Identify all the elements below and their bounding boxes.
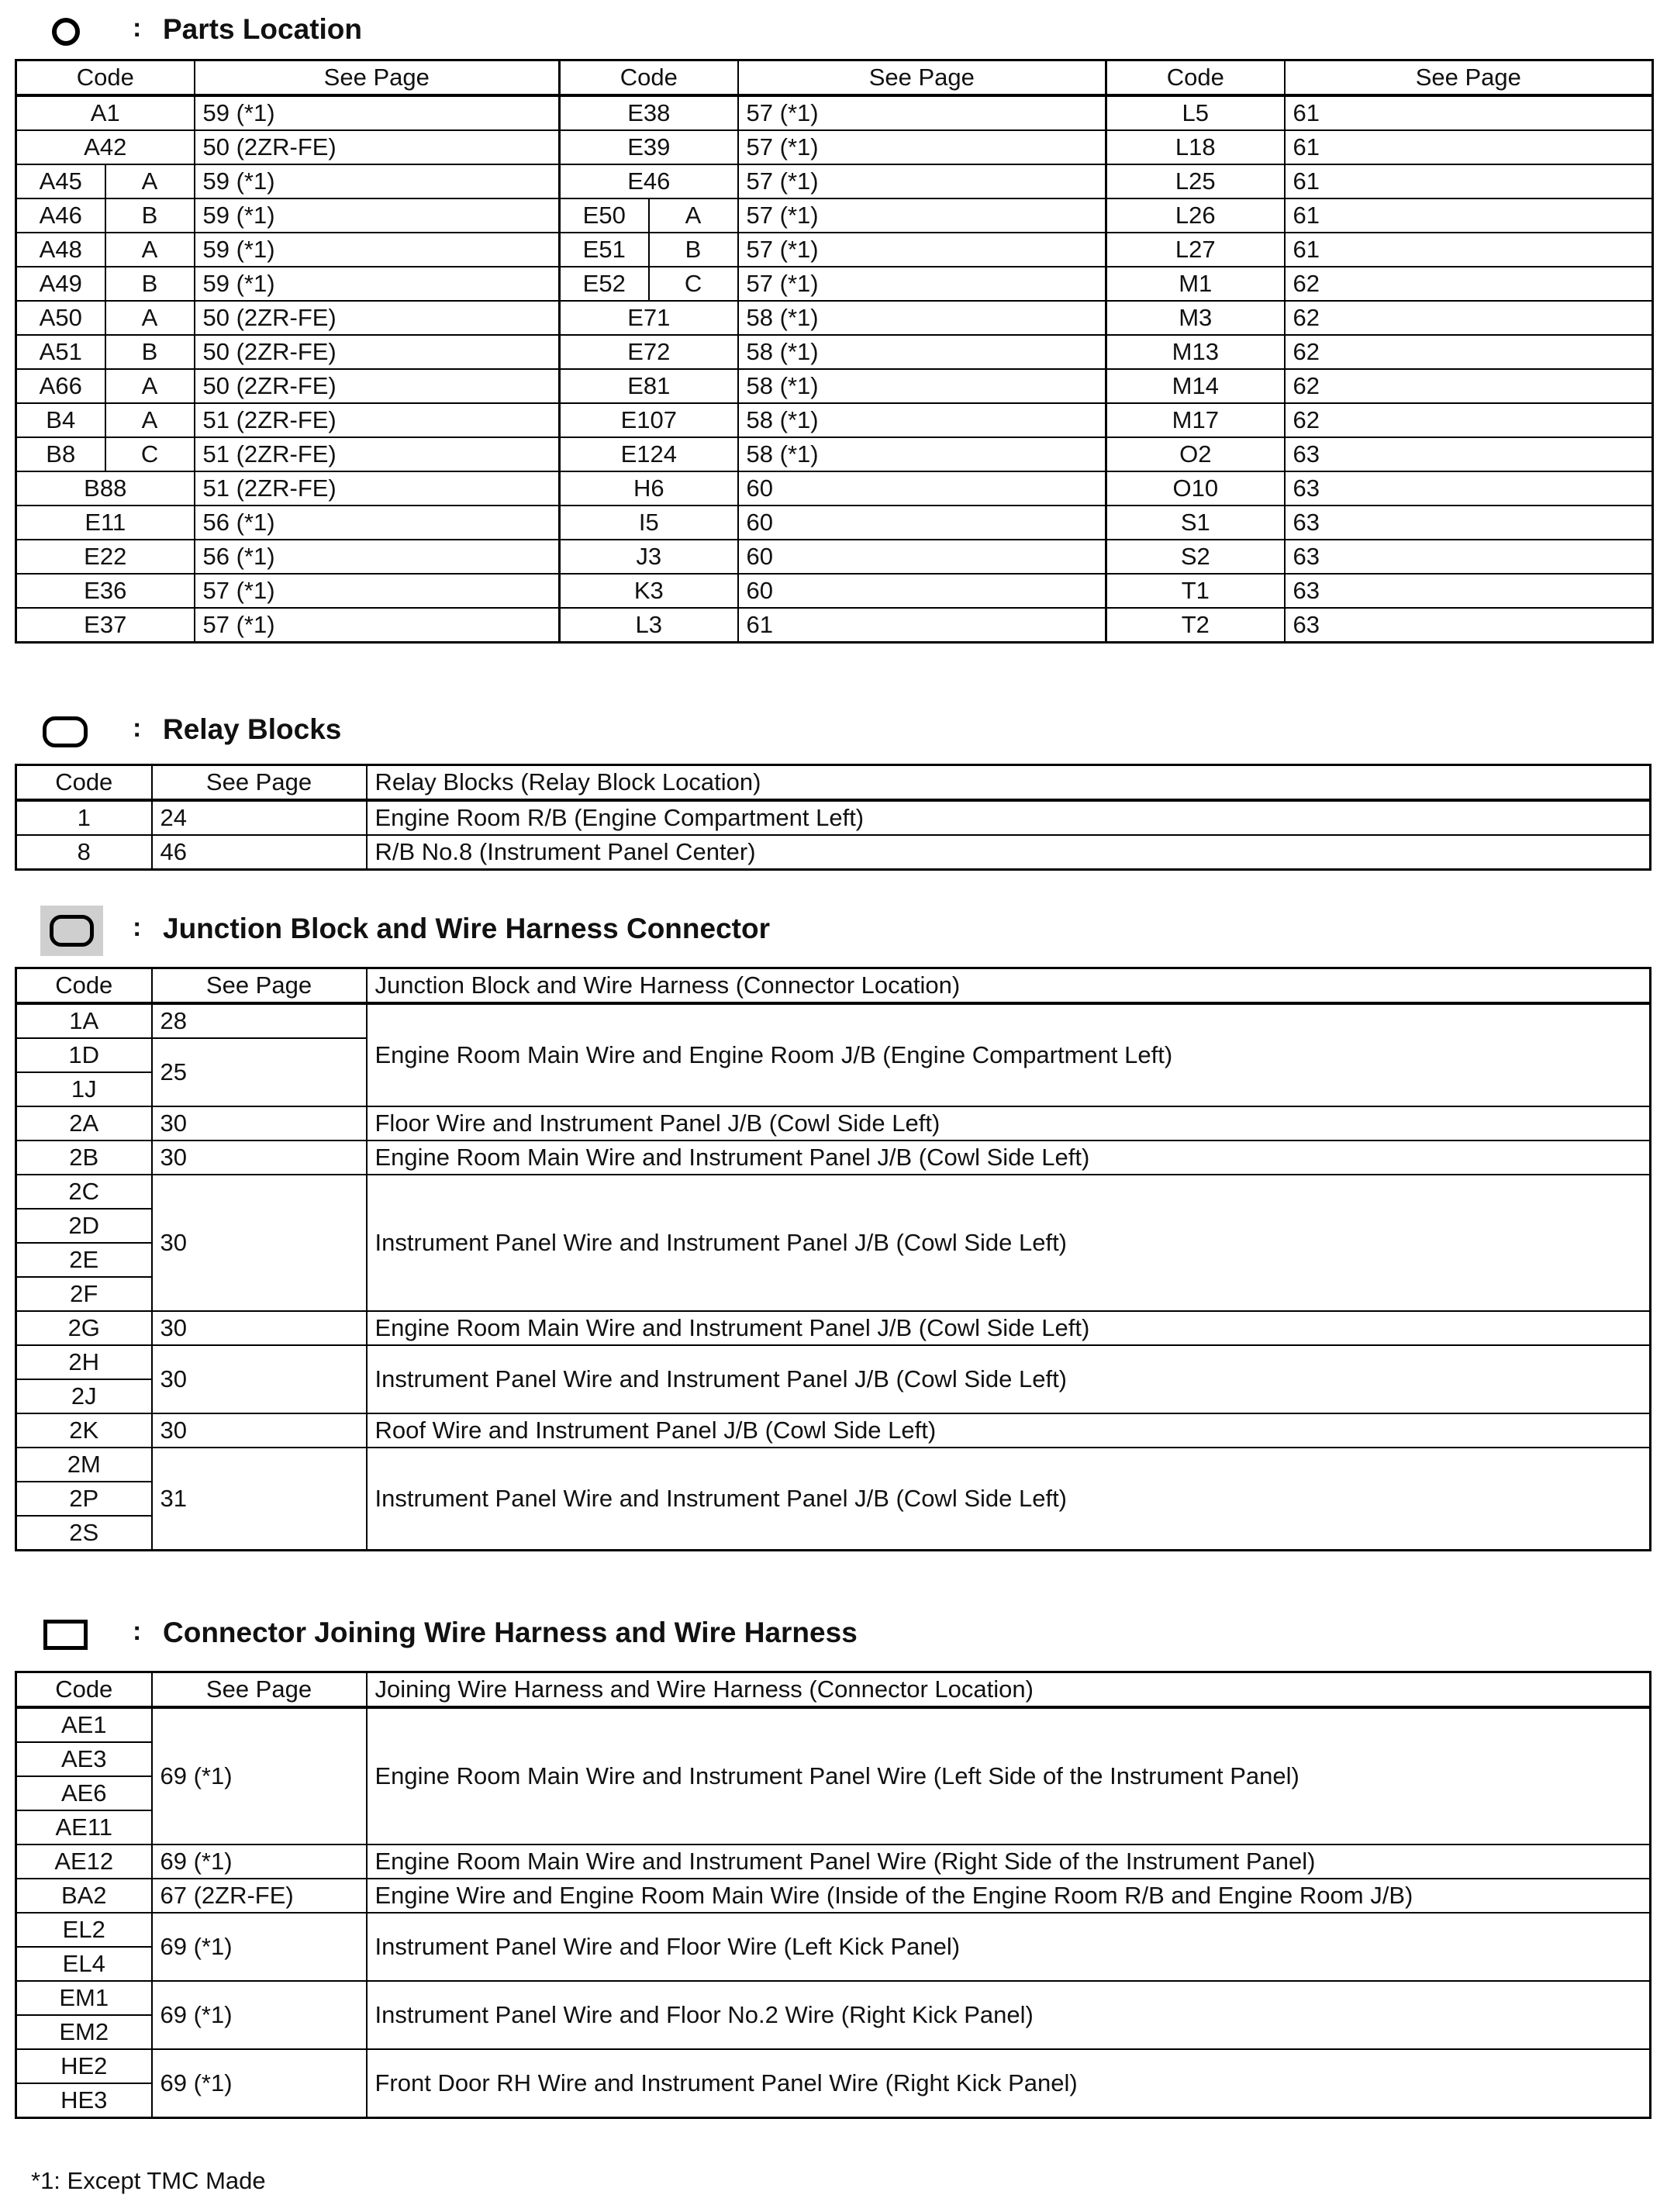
code-cell: A1: [16, 95, 195, 130]
code-cell: E71: [560, 301, 738, 335]
junction-block-title: Junction Block and Wire Harness Connector: [163, 913, 770, 944]
code-cell: A51: [16, 335, 105, 369]
code-cell: 8: [16, 835, 152, 870]
relay-blocks-title: Relay Blocks: [163, 713, 342, 745]
code-cell: E81: [560, 369, 738, 403]
page-cell: 61: [1285, 164, 1653, 198]
page-cell: 50 (2ZR-FE): [195, 130, 560, 164]
table-row: [16, 540, 1653, 574]
page-cell: 69 (*1): [152, 2049, 367, 2118]
code-cell: E72: [560, 335, 738, 369]
code-cell: A45: [16, 164, 105, 198]
code-cell: A49: [16, 267, 105, 301]
header-see-page: See Page: [1285, 60, 1653, 96]
code-cell: L18: [1106, 130, 1285, 164]
page-cell: 56 (*1): [195, 540, 560, 574]
page-cell: 62: [1285, 335, 1653, 369]
code-cell: AE3: [16, 1742, 152, 1776]
code-cell: E11: [16, 506, 195, 540]
page-cell: 30: [152, 1141, 367, 1175]
table-row: [16, 1844, 1651, 1879]
page-cell: 58 (*1): [738, 369, 1106, 403]
page-cell: 30: [152, 1106, 367, 1141]
code-cell: EM1: [16, 1981, 152, 2015]
description-cell: Instrument Panel Wire and Floor No.2 Wire (Right Kick Panel): [367, 1981, 1651, 2049]
sub-code-cell: A: [649, 198, 738, 233]
code-cell: M17: [1106, 403, 1285, 437]
table-row: [16, 608, 1653, 643]
description-cell: Engine Room Main Wire and Instrument Panel J/B (Cowl Side Left): [367, 1311, 1651, 1345]
code-cell: 2M: [16, 1448, 152, 1482]
code-cell: B4: [16, 403, 105, 437]
page-cell: 25: [152, 1038, 367, 1106]
code-cell: HE2: [16, 2049, 152, 2083]
page-cell: 63: [1285, 471, 1653, 506]
code-cell: HE3: [16, 2083, 152, 2118]
code-cell: AE1: [16, 1707, 152, 1742]
page-cell: 63: [1285, 574, 1653, 608]
page-cell: 57 (*1): [195, 574, 560, 608]
description-cell: R/B No.8 (Instrument Panel Center): [367, 835, 1651, 870]
page-cell: 50 (2ZR-FE): [195, 369, 560, 403]
page-cell: 67 (2ZR-FE): [152, 1879, 367, 1913]
page-cell: 31: [152, 1448, 367, 1551]
page-cell: 30: [152, 1345, 367, 1413]
page-cell: 28: [152, 1003, 367, 1038]
circle-symbol-icon: [52, 18, 80, 46]
header-code: Code: [16, 60, 195, 96]
header-code: Code: [1106, 60, 1285, 96]
footnote: *1: Except TMC Made: [31, 2167, 266, 2194]
relay-blocks-heading: [0, 703, 1667, 750]
page-cell: 61: [1285, 198, 1653, 233]
code-cell: E124: [560, 437, 738, 471]
code-cell: L3: [560, 608, 738, 643]
page-cell: 69 (*1): [152, 1913, 367, 1981]
code-cell: 1D: [16, 1038, 152, 1072]
rounded-oval-symbol-icon: [43, 716, 88, 747]
parts-location-heading: [0, 3, 1667, 50]
page-cell: 62: [1285, 403, 1653, 437]
code-cell: A42: [16, 130, 195, 164]
page-cell: 24: [152, 800, 367, 835]
description-cell: Instrument Panel Wire and Instrument Panel J/B (Cowl Side Left): [367, 1175, 1651, 1311]
code-cell: EL2: [16, 1913, 152, 1947]
sub-code-cell: A: [105, 164, 195, 198]
heading-colon: :: [133, 713, 142, 743]
code-cell: T1: [1106, 574, 1285, 608]
page-cell: 63: [1285, 437, 1653, 471]
code-cell: 1A: [16, 1003, 152, 1038]
table-row: [16, 1413, 1651, 1448]
page-cell: 59 (*1): [195, 198, 560, 233]
header-see-page: See Page: [195, 60, 560, 96]
table-row: [16, 1707, 1651, 1742]
code-cell: 2H: [16, 1345, 152, 1379]
parts-location-title: Parts Location: [163, 13, 362, 45]
header-see-page: See Page: [738, 60, 1106, 96]
code-cell: 2G: [16, 1311, 152, 1345]
code-cell: 2S: [16, 1516, 152, 1551]
page-cell: 61: [1285, 95, 1653, 130]
code-cell: M1: [1106, 267, 1285, 301]
code-cell: O10: [1106, 471, 1285, 506]
page-cell: 58 (*1): [738, 335, 1106, 369]
page-cell: 59 (*1): [195, 267, 560, 301]
page-cell: 60: [738, 471, 1106, 506]
page-cell: 57 (*1): [738, 164, 1106, 198]
sub-code-cell: B: [105, 267, 195, 301]
description-cell: Engine Room R/B (Engine Compartment Left): [367, 800, 1651, 835]
description-cell: Front Door RH Wire and Instrument Panel Wire (Right Kick Panel): [367, 2049, 1651, 2118]
sub-code-cell: A: [105, 403, 195, 437]
code-cell: B88: [16, 471, 195, 506]
table-row: [16, 2049, 1651, 2083]
code-cell: I5: [560, 506, 738, 540]
table-row: [16, 164, 1653, 198]
page-cell: 57 (*1): [738, 198, 1106, 233]
table-row: [16, 369, 1653, 403]
heading-colon: :: [133, 913, 142, 942]
description-cell: Floor Wire and Instrument Panel J/B (Cowl Side Left): [367, 1106, 1651, 1141]
page-cell: 58 (*1): [738, 403, 1106, 437]
code-cell: E38: [560, 95, 738, 130]
page-cell: 59 (*1): [195, 233, 560, 267]
parts-location-table: [15, 59, 1654, 644]
table-row: [16, 403, 1653, 437]
code-cell: S1: [1106, 506, 1285, 540]
code-cell: E22: [16, 540, 195, 574]
header-code: Code: [560, 60, 738, 96]
table-row: [16, 1879, 1651, 1913]
connector-joining-table: [15, 1671, 1651, 2119]
code-cell: M13: [1106, 335, 1285, 369]
header-location: Joining Wire Harness and Wire Harness (Connector Location): [367, 1672, 1651, 1708]
page-cell: 56 (*1): [195, 506, 560, 540]
table-row: [16, 1311, 1651, 1345]
code-cell: E51: [560, 233, 649, 267]
sub-code-cell: B: [649, 233, 738, 267]
page-cell: 51 (2ZR-FE): [195, 471, 560, 506]
header-see-page: See Page: [152, 765, 367, 801]
page-cell: 69 (*1): [152, 1981, 367, 2049]
table-row: [16, 1175, 1651, 1209]
code-cell: E36: [16, 574, 195, 608]
code-cell: L26: [1106, 198, 1285, 233]
connector-joining-heading: [0, 1606, 1667, 1653]
table-row: [16, 1448, 1651, 1482]
header-see-page: See Page: [152, 968, 367, 1004]
code-cell: EM2: [16, 2015, 152, 2049]
page-cell: 62: [1285, 369, 1653, 403]
table-row: [16, 506, 1653, 540]
page-cell: 50 (2ZR-FE): [195, 335, 560, 369]
sub-code-cell: C: [105, 437, 195, 471]
page-cell: 63: [1285, 506, 1653, 540]
sub-code-cell: B: [105, 335, 195, 369]
page-cell: 62: [1285, 301, 1653, 335]
page-cell: 63: [1285, 540, 1653, 574]
table-row: [16, 1913, 1651, 1947]
sub-code-cell: A: [105, 369, 195, 403]
page-cell: 59 (*1): [195, 164, 560, 198]
table-row: [16, 95, 1653, 130]
page-cell: 60: [738, 540, 1106, 574]
code-cell: 2B: [16, 1141, 152, 1175]
page-cell: 57 (*1): [738, 130, 1106, 164]
page-cell: 46: [152, 835, 367, 870]
junction-block-heading: [0, 902, 1667, 949]
code-cell: 2K: [16, 1413, 152, 1448]
code-cell: 2E: [16, 1243, 152, 1277]
code-cell: A48: [16, 233, 105, 267]
header-location: Junction Block and Wire Harness (Connector Location): [367, 968, 1651, 1004]
code-cell: AE12: [16, 1844, 152, 1879]
page-cell: 57 (*1): [738, 233, 1106, 267]
rectangle-symbol-icon: [43, 1620, 88, 1650]
table-row: [16, 335, 1653, 369]
page-cell: 51 (2ZR-FE): [195, 437, 560, 471]
code-cell: 2P: [16, 1482, 152, 1516]
header-see-page: See Page: [152, 1672, 367, 1708]
code-cell: 2A: [16, 1106, 152, 1141]
table-row: [16, 301, 1653, 335]
table-row: [16, 1981, 1651, 2015]
code-cell: EL4: [16, 1947, 152, 1981]
description-cell: Instrument Panel Wire and Instrument Panel J/B (Cowl Side Left): [367, 1345, 1651, 1413]
page-cell: 30: [152, 1175, 367, 1311]
code-cell: E37: [16, 608, 195, 643]
sub-code-cell: B: [105, 198, 195, 233]
heading-colon: :: [133, 1617, 142, 1646]
description-cell: Engine Room Main Wire and Engine Room J/B (Engine Compartment Left): [367, 1003, 1651, 1106]
header-code: Code: [16, 968, 152, 1004]
page-cell: 57 (*1): [738, 267, 1106, 301]
table-row: [16, 574, 1653, 608]
sub-code-cell: C: [649, 267, 738, 301]
code-cell: A46: [16, 198, 105, 233]
description-cell: Instrument Panel Wire and Instrument Panel J/B (Cowl Side Left): [367, 1448, 1651, 1551]
page-cell: 30: [152, 1311, 367, 1345]
heading-colon: :: [133, 13, 142, 43]
code-cell: A50: [16, 301, 105, 335]
page-cell: 61: [738, 608, 1106, 643]
table-row: [16, 267, 1653, 301]
code-cell: T2: [1106, 608, 1285, 643]
page-cell: 58 (*1): [738, 437, 1106, 471]
table-row: [16, 1345, 1651, 1379]
code-cell: AE6: [16, 1776, 152, 1810]
code-cell: B8: [16, 437, 105, 471]
code-cell: J3: [560, 540, 738, 574]
code-cell: E46: [560, 164, 738, 198]
page-cell: 69 (*1): [152, 1707, 367, 1844]
code-cell: 2C: [16, 1175, 152, 1209]
page-cell: 60: [738, 506, 1106, 540]
code-cell: O2: [1106, 437, 1285, 471]
header-code: Code: [16, 765, 152, 801]
code-cell: K3: [560, 574, 738, 608]
shaded-oval-symbol-icon: [50, 915, 94, 947]
description-cell: Engine Room Main Wire and Instrument Panel Wire (Right Side of the Instrument Panel): [367, 1844, 1651, 1879]
code-cell: AE11: [16, 1810, 152, 1844]
description-cell: Engine Room Main Wire and Instrument Panel J/B (Cowl Side Left): [367, 1141, 1651, 1175]
table-row: [16, 437, 1653, 471]
description-cell: Engine Room Main Wire and Instrument Panel Wire (Left Side of the Instrument Panel): [367, 1707, 1651, 1844]
header-code: Code: [16, 1672, 152, 1708]
code-cell: 1J: [16, 1072, 152, 1106]
page-cell: 30: [152, 1413, 367, 1448]
code-cell: L25: [1106, 164, 1285, 198]
code-cell: M14: [1106, 369, 1285, 403]
page-cell: 62: [1285, 267, 1653, 301]
table-row: [16, 1106, 1651, 1141]
description-cell: Instrument Panel Wire and Floor Wire (Left Kick Panel): [367, 1913, 1651, 1981]
page-cell: 61: [1285, 130, 1653, 164]
page-cell: 69 (*1): [152, 1844, 367, 1879]
code-cell: 2D: [16, 1209, 152, 1243]
page-cell: 50 (2ZR-FE): [195, 301, 560, 335]
page-cell: 59 (*1): [195, 95, 560, 130]
page-cell: 57 (*1): [738, 95, 1106, 130]
description-cell: Roof Wire and Instrument Panel J/B (Cowl Side Left): [367, 1413, 1651, 1448]
page-cell: 58 (*1): [738, 301, 1106, 335]
page-cell: 60: [738, 574, 1106, 608]
code-cell: H6: [560, 471, 738, 506]
code-cell: S2: [1106, 540, 1285, 574]
sub-code-cell: A: [105, 301, 195, 335]
code-cell: 2J: [16, 1379, 152, 1413]
code-cell: 1: [16, 800, 152, 835]
code-cell: L27: [1106, 233, 1285, 267]
code-cell: E107: [560, 403, 738, 437]
code-cell: L5: [1106, 95, 1285, 130]
table-row: [16, 1141, 1651, 1175]
code-cell: 2F: [16, 1277, 152, 1311]
table-row: [16, 233, 1653, 267]
table-row: [16, 1003, 1651, 1038]
table-row: [16, 800, 1651, 835]
sub-code-cell: A: [105, 233, 195, 267]
code-cell: E39: [560, 130, 738, 164]
table-row: [16, 835, 1651, 870]
code-cell: M3: [1106, 301, 1285, 335]
table-row: [16, 471, 1653, 506]
page-cell: 57 (*1): [195, 608, 560, 643]
code-cell: E52: [560, 267, 649, 301]
page-cell: 51 (2ZR-FE): [195, 403, 560, 437]
code-cell: E50: [560, 198, 649, 233]
connector-joining-title: Connector Joining Wire Harness and Wire Harness: [163, 1617, 858, 1648]
table-row: [16, 130, 1653, 164]
table-row: [16, 198, 1653, 233]
description-cell: Engine Wire and Engine Room Main Wire (Inside of the Engine Room R/B and Engine Room J/B): [367, 1879, 1651, 1913]
code-cell: A66: [16, 369, 105, 403]
relay-blocks-table: [15, 764, 1651, 871]
header-location: Relay Blocks (Relay Block Location): [367, 765, 1651, 801]
page-cell: 63: [1285, 608, 1653, 643]
junction-block-table: [15, 967, 1651, 1551]
code-cell: BA2: [16, 1879, 152, 1913]
page-cell: 61: [1285, 233, 1653, 267]
